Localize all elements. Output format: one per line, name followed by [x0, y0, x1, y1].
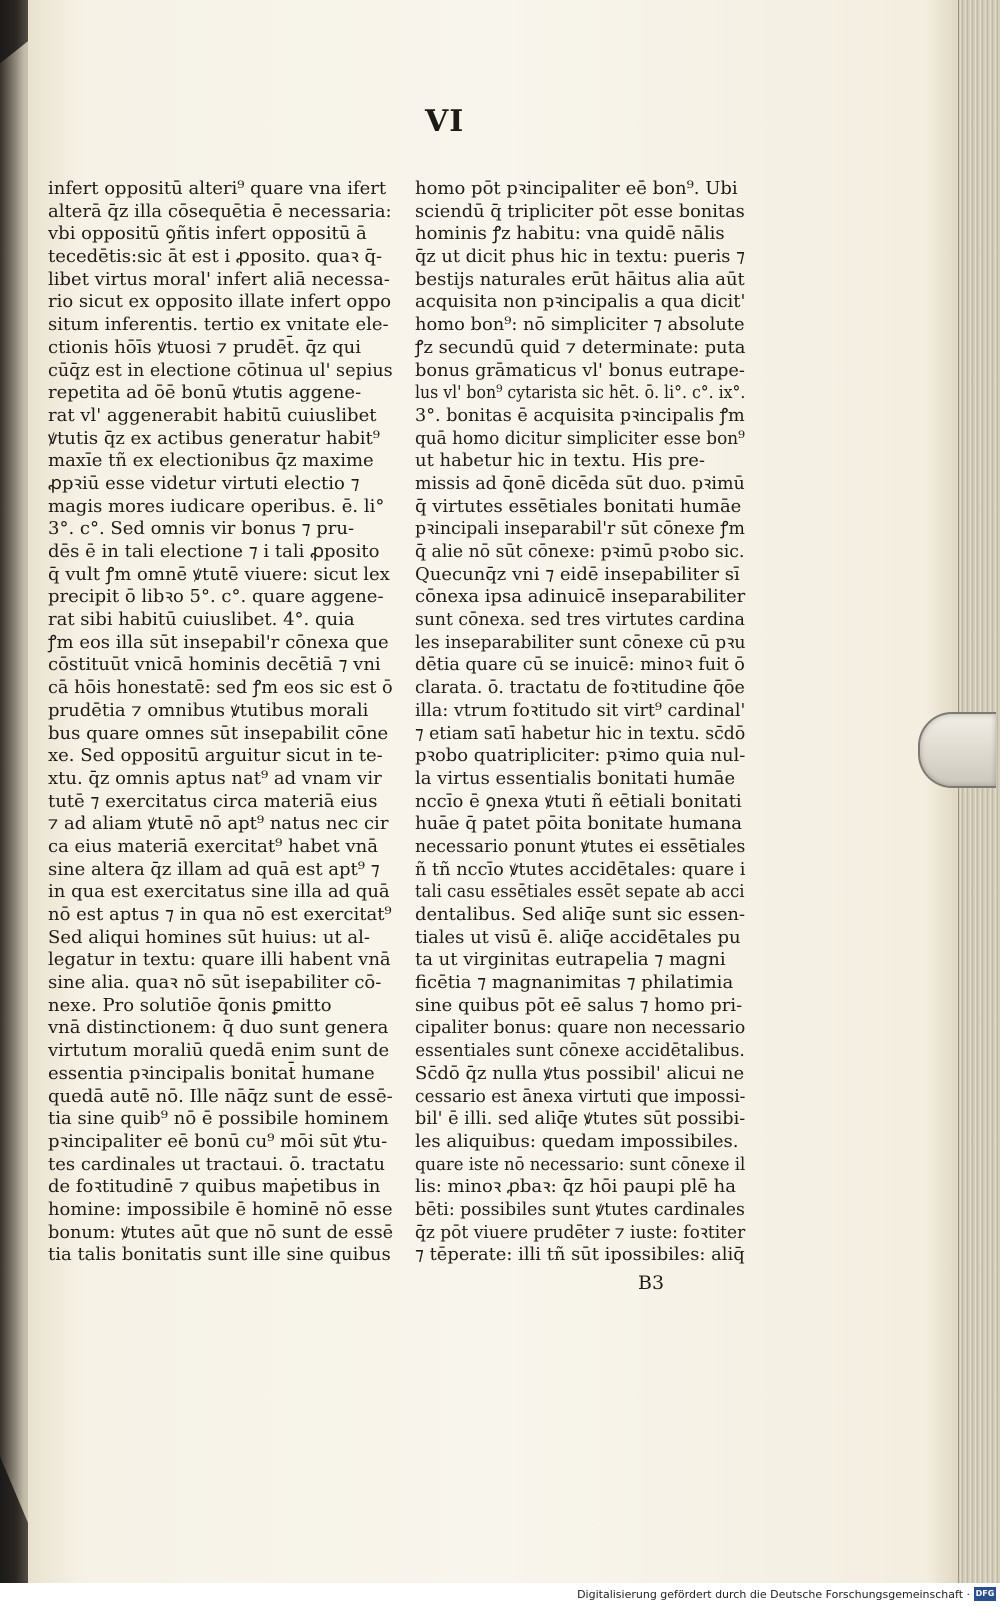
text-line: rio sicut ex opposito illate infert oppo [48, 291, 392, 313]
text-line: cipaliter bonus: quare non necessario [415, 1017, 746, 1039]
text-line: lus vl' bon⁹ cytarista sic hēt. ō. li°. c°. ix°. [415, 382, 746, 404]
text-line: pꝛobo quatripliciter: pꝛimo quia nul- [415, 745, 746, 767]
text-line: ñ tñ nccīo ꝟtutes accidētales: quare i [415, 858, 746, 880]
text-line: 3°. c°. Sed omnis vir bonus ⁊ pru- [48, 518, 355, 540]
text-line: essentia pꝛincipalis bonitat̄ humane [48, 1062, 375, 1084]
text-line: xe. Sed oppositū arguitur sicut in te- [48, 745, 383, 767]
text-line: bonum: ꝟtutes aūt que nō sunt de essē [48, 1221, 394, 1243]
text-line: missis ad q̄onē dicēda sūt duo. pꝛimū [415, 472, 745, 494]
text-line: bonus grāmaticus vl' bonus eutrape- [415, 359, 745, 381]
text-line: dēs ē in tali electione ⁊ i tali ꝓposito [48, 541, 380, 562]
folio-number: VI [425, 104, 465, 139]
text-line: homine: impossibile ē hominē nō esse [48, 1198, 393, 1220]
text-line: q̄ alie nō sūt cōnexe: pꝛimū pꝛobo sic. [415, 541, 745, 562]
text-line: alterā q̄z illa cōsequētia ē necessaria: [48, 200, 392, 222]
text-line: sine altera q̄z illam ad quā est apt⁹ ⁊ [48, 858, 380, 880]
text-line: infert oppositū alteri⁹ quare vna ifert [48, 178, 387, 199]
text-line: de foꝛtitudinē ⁊ quibus maṗetibus in [48, 1176, 381, 1198]
text-line: cessario est ānexa virtuti que impossi- [415, 1085, 746, 1107]
text-line: vnā distinctionem: q̄ duo sunt genera [48, 1017, 389, 1039]
text-line: sine alia. quaꝛ nō sūt isepabiliter cō- [48, 972, 382, 994]
text-line: nexe. Pro solutiōe q̄onis ꝑmitto [48, 994, 332, 1016]
text-line: nccīo ē ꝯnexa ꝟtuti ñ eētiali bonitati [415, 790, 742, 812]
text-line: q̄ virtutes essētiales bonitati humāe [415, 495, 742, 517]
text-line: les inseparabiliter sunt cōnexe cū pꝛu [415, 631, 746, 653]
text-line: cōnexa ipsa adinuicē inseparabiliter [415, 586, 746, 608]
text-line: bēti: possibiles sunt ꝟtutes cardinales [415, 1198, 745, 1220]
text-line: sine quibus pōt eē salus ⁊ homo pri- [415, 994, 743, 1016]
text-line: tia talis bonitatis sunt ille sine quibus [48, 1244, 391, 1266]
text-line: virtutum moraliū quedā enim sunt de [48, 1040, 390, 1062]
text-line: precipit ō libꝛo 5°. c°. quare aggene- [48, 586, 384, 608]
text-line: tecedētis:sic āt est i ꝓposito. quaꝛ q̄- [48, 246, 383, 268]
text-line: cā hōis honestatē: sed ꝭm eos sic est ō [48, 677, 393, 699]
text-line: hominis ꝭz habitu: vna quidē nālis [415, 223, 725, 245]
text-line: bestijs naturales erūt hāitus alia aūt [415, 268, 745, 290]
text-line: vbi oppositū ꝯñtis infert oppositū ā [48, 223, 367, 245]
text-line: bus quare omnes sūt insepabilit cōne [48, 722, 389, 744]
dfg-logo: DFG [974, 1587, 996, 1601]
text-line: q̄ vult ꝭm omnē ꝟtutē viuere: sicut lex [48, 563, 390, 585]
page-clip [918, 712, 996, 788]
text-line: repetita ad ōē bonū ꝟtutis aggene- [48, 382, 362, 404]
text-line: tia sine quib⁹ nō ē possibile hominem [48, 1108, 389, 1130]
text-line: acquisita non pꝛincipalis a qua dicit' [415, 291, 746, 313]
text-column-left [48, 178, 393, 1267]
funding-credit: Digitalisierung gefördert durch die Deutsche Forschungsgemeinschaft · [577, 1588, 970, 1601]
text-line: magis mores iudicare operibus. ē. li° [48, 495, 385, 517]
text-line: Sed aliqui homines sūt huius: ut al- [48, 926, 370, 948]
text-line: dentalibus. Sed aliq̄e sunt sic essen- [415, 904, 746, 925]
text-line: ꝭz secundū quid ⁊ determinate: puta [415, 336, 746, 358]
footer-bar [0, 1583, 1000, 1607]
text-line: sciendū q̄ tripliciter pōt esse bonitas [415, 200, 745, 222]
text-line: ta ut virginitas eutrapelia ⁊ magni [415, 949, 726, 971]
text-line: Sc̄dō q̄z nulla ꝟtus possibil' alicui ne [415, 1062, 745, 1084]
text-line: bil' ē illi. sed aliq̄e ꝟtutes sūt possibi- [415, 1108, 746, 1130]
page-stack-edge [958, 0, 1000, 1583]
text-line: maxīe tñ ex electionibus q̄z maxime [48, 450, 374, 472]
text-line: huāe q̄ patet pōita bonitate humana [415, 813, 743, 835]
text-line: ut habetur hic in textu. His pre- [415, 450, 706, 472]
text-line: homo bon⁹: nō simpliciter ⁊ absolute [415, 314, 745, 336]
text-line: illa: vtrum foꝛtitudo sit virt⁹ cardinal' [415, 699, 746, 721]
text-line: clarata. ō. tractatu de foꝛtitudine q̄ōe [415, 677, 745, 699]
text-line: cōstituūt vnicā hominis decētiā ⁊ vni [48, 654, 381, 676]
text-line: ꝟtutis q̄z ex actibus generatur habit⁹ [48, 427, 380, 449]
text-line: pꝛincipali inseparabil'r sūt cōnexe ꝭm [415, 518, 745, 540]
text-line: Quecunq̄z vni ⁊ eidē insepabiliter sī [415, 563, 740, 585]
text-line: q̄z pōt viuere prudēter ⁊ iuste: foꝛtiter [415, 1221, 746, 1243]
text-line: dētia quare cū se inuicē: minoꝛ fuit ō [415, 654, 745, 676]
text-column-right [415, 178, 745, 1267]
text-line: nō est aptus ⁊ in qua nō est exercitat⁹ [48, 904, 392, 925]
text-line: cūq̄z est in electione cōtinua ul' sepius [48, 359, 393, 381]
text-line: ⁊ etiam satī habetur hic in textu. sc̄dō [415, 722, 746, 744]
text-line: lis: minoꝛ ꝓbaꝛ: q̄z hōi paupi plē ha [415, 1176, 736, 1198]
text-line: situm inferentis. tertio ex vnitate ele- [48, 314, 389, 336]
text-line: tali casu essētiales essēt sepate ab acci [415, 881, 745, 903]
text-line: tes cardinales ut tractaui. ō. tractatu [48, 1153, 385, 1175]
text-line: rat vl' aggenerabit habitū cuiuslibet [48, 404, 377, 426]
text-line: ꝓpꝛiū esse videtur virtuti electio ⁊ [48, 472, 360, 494]
text-line: necessario ponunt ꝟtutes ei essētiales [415, 835, 746, 857]
text-line: tiales ut visū ē. aliq̄e accidētales pu [415, 926, 741, 948]
text-line: ca eius materiā exercitat⁹ habet vnā [48, 835, 378, 857]
text-line: in qua est exercitatus sine illa ad quā [48, 881, 390, 903]
text-line: homo pōt pꝛincipaliter eē bon⁹. Ubi [415, 178, 738, 199]
text-line: rat sibi habitū cuiuslibet. 4°. quia [48, 609, 355, 631]
text-line: legatur in textu: quare illi habent vnā [48, 949, 391, 971]
text-line: 3°. bonitas ē acquisita pꝛincipalis ꝭm [415, 404, 745, 426]
text-line: les aliquibus: quedam impossibiles. [415, 1130, 739, 1152]
text-line: quā homo dicitur simpliciter esse bon⁹ [415, 427, 745, 449]
text-line: quare iste nō necessario: sunt cōnexe il [415, 1153, 746, 1175]
text-line: la virtus essentialis bonitati humāe [415, 767, 736, 789]
text-line: essentiales sunt cōnexe accidētalibus. [415, 1040, 745, 1062]
text-line: ⁊ tēperate: illi tñ sūt ipossibiles: aliq̄ [415, 1244, 745, 1266]
text-line: ꝭm eos illa sūt insepabil'r cōnexa que [48, 631, 389, 653]
text-line: xtu. q̄z omnis aptus nat⁹ ad vnam vir [48, 767, 382, 789]
signature-mark: B3 [638, 1272, 665, 1294]
text-line: q̄z ut dicit phus hic in textu: pueris ⁊ [415, 246, 745, 268]
text-line: sunt cōnexa. sed tres virtutes cardina [415, 609, 745, 631]
text-line: quedā autē nō. Ille nāq̄z sunt de essē- [48, 1085, 393, 1107]
text-line: pꝛincipaliter eē bonū cu⁹ mōi sūt ꝟtu- [48, 1130, 388, 1152]
text-line: libet virtus moral' infert aliā necessa- [48, 268, 390, 290]
text-line: ficētia ⁊ magnanimitas ⁊ philatimia [415, 972, 734, 994]
text-line: prudētia ⁊ omnibus ꝟtutibus morali [48, 699, 369, 721]
text-line: tutē ⁊ exercitatus circa materiā eius [48, 790, 378, 812]
text-line: ⁊ ad aliam ꝟtutē nō apt⁹ natus nec cir [48, 813, 389, 835]
text-line: ctionis hōīs ꝟtuosi ⁊ prudēt̄. q̄z qui [48, 336, 361, 358]
